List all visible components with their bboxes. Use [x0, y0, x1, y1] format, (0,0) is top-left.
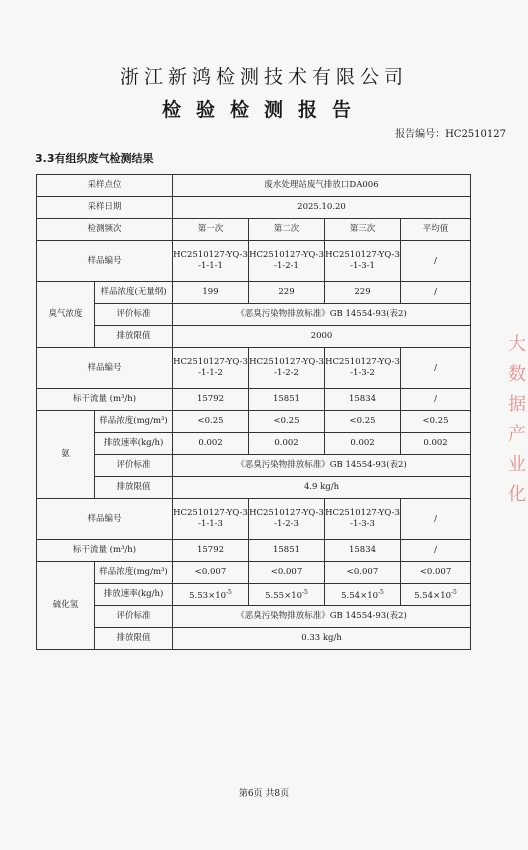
rate-cell: 0.002	[325, 433, 401, 455]
odor-conc-label: 样品浓度(无量纲)	[95, 282, 173, 304]
standard-label: 评价标准	[95, 455, 173, 477]
frequency-header: 第二次	[249, 219, 325, 241]
table-row	[37, 455, 471, 477]
sampling-point-label: 采样点位	[37, 175, 173, 197]
conc-label: 样品浓度(mg/m³)	[95, 411, 173, 433]
flow-cell: /	[401, 389, 471, 411]
table-row	[37, 411, 471, 433]
standard-value: 《恶臭污染物排放标准》GB 14554-93(表2)	[173, 455, 471, 477]
table-row	[37, 348, 471, 389]
limit-value: 4.9 kg/h	[173, 477, 471, 499]
rate-cell	[173, 584, 249, 606]
conc-label: 样品浓度(mg/m³)	[95, 562, 173, 584]
flow-cell: /	[401, 540, 471, 562]
conc-cell: <0.25	[173, 411, 249, 433]
sampling-date-label: 采样日期	[37, 197, 173, 219]
odor-conc-cell: 199	[173, 282, 249, 304]
odor-conc-cell: /	[401, 282, 471, 304]
sample-no-label: 样品编号	[37, 348, 173, 389]
table-row	[37, 304, 471, 326]
conc-cell: <0.25	[401, 411, 471, 433]
conc-cell: <0.25	[249, 411, 325, 433]
table-row	[37, 540, 471, 562]
rate-exponent: -5	[226, 589, 232, 597]
flow-label: 标干流量 (m³/h)	[37, 389, 173, 411]
sample-no-cell: /	[401, 348, 471, 389]
table-row	[37, 326, 471, 348]
sample-no-label: 样品编号	[37, 241, 173, 282]
sampling-date-value: 2025.10.20	[173, 197, 471, 219]
odor-standard-value: 《恶臭污染物排放标准》GB 14554-93(表2)	[173, 304, 471, 326]
table-row	[37, 433, 471, 455]
sample-no-cell: HC2510127-YQ-3-1-1-1	[173, 241, 249, 282]
table-row	[37, 197, 471, 219]
odor-limit-value: 2000	[173, 326, 471, 348]
flow-cell: 15851	[249, 389, 325, 411]
table-row	[37, 389, 471, 411]
rate-exponent: -5	[378, 589, 384, 597]
frequency-header: 第三次	[325, 219, 401, 241]
table-row	[37, 584, 471, 606]
page-footer: 第6页 共8页	[238, 789, 290, 799]
report-title: 检验检测报告	[161, 99, 366, 121]
sample-no-cell: /	[401, 499, 471, 540]
sample-no-cell: HC2510127-YQ-3-1-2-1	[249, 241, 325, 282]
report-number: 报告编号：HC2510127	[395, 129, 506, 140]
sample-no-cell: HC2510127-YQ-3-1-3-3	[325, 499, 401, 540]
sample-no-cell: HC2510127-YQ-3-1-2-3	[249, 499, 325, 540]
sample-no-cell: /	[401, 241, 471, 282]
limit-label: 排放限值	[95, 477, 173, 499]
table-row	[37, 477, 471, 499]
results-table	[36, 174, 471, 650]
limit-value: 0.33 kg/h	[173, 628, 471, 650]
conc-cell: <0.25	[325, 411, 401, 433]
odor-conc-cell: 229	[249, 282, 325, 304]
conc-cell: <0.007	[173, 562, 249, 584]
rate-cell	[325, 584, 401, 606]
table-row	[37, 241, 471, 282]
rate-cell: 0.002	[401, 433, 471, 455]
sample-no-cell: HC2510127-YQ-3-1-3-2	[325, 348, 401, 389]
sample-no-cell: HC2510127-YQ-3-1-2-2	[249, 348, 325, 389]
rate-mantissa: 5.54×10	[414, 590, 452, 601]
ammonia-group-label: 氨	[37, 411, 95, 499]
table-row	[37, 499, 471, 540]
flow-cell: 15834	[325, 389, 401, 411]
limit-label: 排放限值	[95, 628, 173, 650]
rate-exponent: -5	[302, 589, 308, 597]
conc-cell: <0.007	[401, 562, 471, 584]
flow-label: 标干流量 (m³/h)	[37, 540, 173, 562]
odor-group-label: 臭气浓度	[37, 282, 95, 348]
sampling-point-value: 废水处理站废气排放口DA006	[173, 175, 471, 197]
flow-cell: 15834	[325, 540, 401, 562]
table-row	[37, 562, 471, 584]
rate-mantissa: 5.53×10	[189, 590, 227, 601]
odor-limit-label: 排放限值	[95, 326, 173, 348]
side-stamp: 大数据产业化	[508, 334, 526, 505]
rate-mantissa: 5.54×10	[341, 590, 379, 601]
section-title: 3.3有组织废气检测结果	[35, 152, 154, 165]
rate-label: 排放速率(kg/h)	[95, 433, 173, 455]
frequency-header: 平均值	[401, 219, 471, 241]
frequency-label: 检测频次	[37, 219, 173, 241]
sample-no-cell: HC2510127-YQ-3-1-1-3	[173, 499, 249, 540]
company-name: 浙江新鸿检测技术有限公司	[119, 66, 408, 88]
sample-no-cell: HC2510127-YQ-3-1-3-1	[325, 241, 401, 282]
odor-conc-cell: 229	[325, 282, 401, 304]
sample-no-label: 样品编号	[37, 499, 173, 540]
rate-mantissa: 5.55×10	[265, 590, 303, 601]
frequency-header: 第一次	[173, 219, 249, 241]
table-row	[37, 628, 471, 650]
h2s-group-label: 硫化氢	[37, 562, 95, 650]
conc-cell: <0.007	[249, 562, 325, 584]
flow-cell: 15851	[249, 540, 325, 562]
odor-standard-label: 评价标准	[95, 304, 173, 326]
rate-label: 排放速率(kg/h)	[95, 584, 173, 606]
rate-exponent: -5	[451, 589, 457, 597]
table-row	[37, 175, 471, 197]
rate-cell	[249, 584, 325, 606]
table-row	[37, 219, 471, 241]
standard-label: 评价标准	[95, 606, 173, 628]
table-row	[37, 282, 471, 304]
rate-cell: 0.002	[249, 433, 325, 455]
conc-cell: <0.007	[325, 562, 401, 584]
rate-cell	[401, 584, 471, 606]
flow-cell: 15792	[173, 540, 249, 562]
sample-no-cell: HC2510127-YQ-3-1-1-2	[173, 348, 249, 389]
table-row	[37, 606, 471, 628]
standard-value: 《恶臭污染物排放标准》GB 14554-93(表2)	[173, 606, 471, 628]
flow-cell: 15792	[173, 389, 249, 411]
rate-cell: 0.002	[173, 433, 249, 455]
